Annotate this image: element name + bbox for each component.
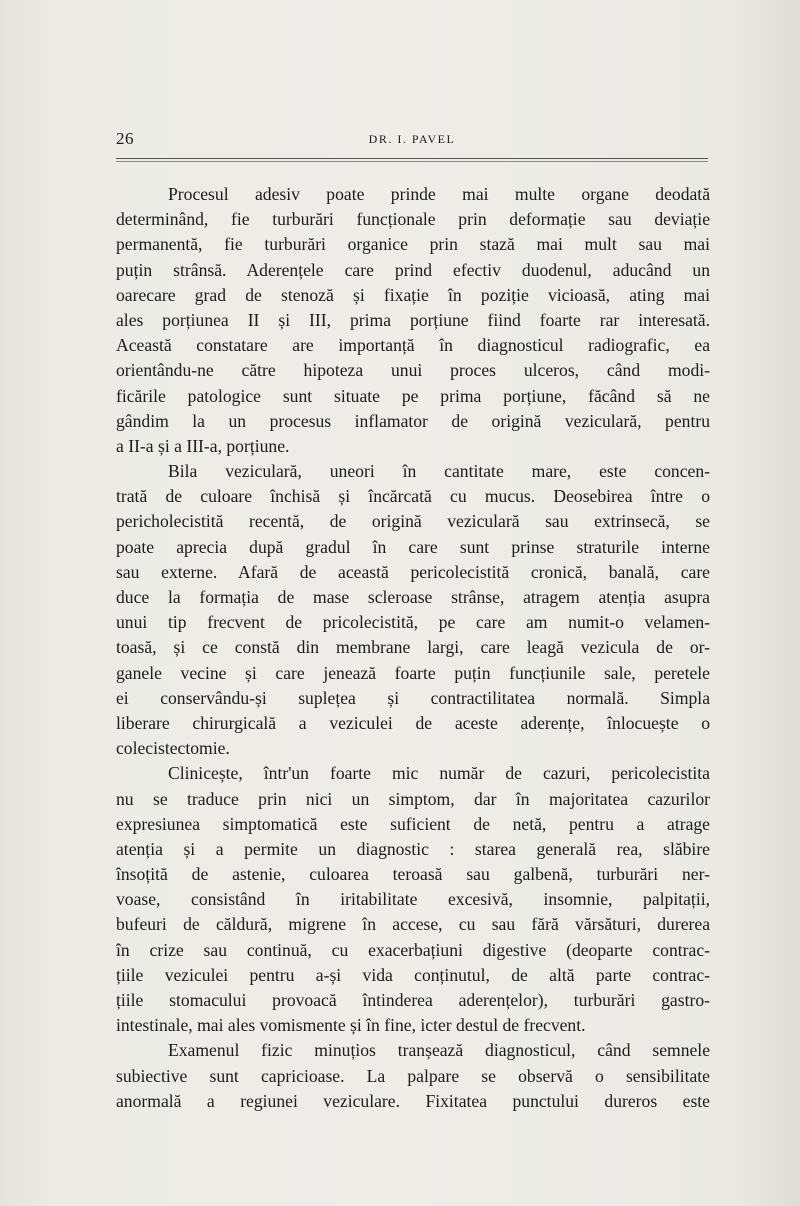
text-line: ganele vecine și care jenează foarte puțin funcțiunile sale, peretele xyxy=(116,662,710,683)
text-line: poate aprecia după gradul în care sunt prinse straturile interne xyxy=(116,536,710,557)
text-line: anormală a regiunei veziculare. Fixitatea punctului dureros este xyxy=(116,1090,710,1111)
text-line: atenția și a permite un diagnostic : starea generală rea, slăbire xyxy=(116,838,710,859)
text-line: liberare chirurgicală a veziculei de aceste aderențe, înlocuește o xyxy=(116,712,710,733)
text-line: intestinale, mai ales vomismente și în fine, icter destul de frecvent. xyxy=(116,1015,586,1036)
text-line: gândim la un procesus inflamator de origină veziculară, pentru xyxy=(116,410,710,431)
text-line: puțin strânsă. Aderențele care prind efectiv duodenul, aducând un xyxy=(116,259,710,280)
text-line: Această constatare are importanță în diagnosticul radiografic, ea xyxy=(116,335,710,356)
page-number: 26 xyxy=(116,129,134,148)
text-line: expresiunea simptomatică este suficient de netă, pentru a atrage xyxy=(116,813,710,834)
text-line: colecistectomie. xyxy=(116,738,230,759)
running-head xyxy=(116,129,708,153)
text-line: duce la formația de mase scleroase strânse, atragem atenția asupra xyxy=(116,587,710,607)
header-rule-secondary xyxy=(116,161,708,162)
text-line: oarecare grad de stenoză și fixație în poziție vicioasă, ating mai xyxy=(116,284,710,305)
text-line: Examenul fizic minuțios tranșează diagnosticul, când semnele xyxy=(168,1040,710,1061)
text-line: însoțită de astenie, culoarea teroasă sau galbenă, turburări ner- xyxy=(116,864,710,885)
text-line: voase, consistând în iritabilitate excesivă, insomnie, palpitații, xyxy=(116,889,710,910)
running-head-author: DR. I. PAVEL xyxy=(368,132,456,146)
text-line: toasă, și ce constă din membrane largi, care leagă vezicula de or- xyxy=(116,637,710,658)
text-line: a II-a și a III-a, porțiune. xyxy=(116,435,290,456)
header-rule xyxy=(116,158,708,159)
text-line: ficările patologice sunt situate pe prima porțiune, făcând să ne xyxy=(116,385,710,406)
text-line: subiective sunt capricioase. La palpare se observă o sensibilitate xyxy=(116,1065,710,1086)
text-line: nu se traduce prin nici un simptom, dar în majoritatea cazurilor xyxy=(116,788,710,809)
text-line: țiile veziculei pentru a-și vida conținutul, de altă parte contrac- xyxy=(116,964,710,985)
body-text xyxy=(116,182,710,1114)
text-line: orientându-ne către hipoteza unui proces ulceros, când modi- xyxy=(116,360,710,381)
text-line: Clinicește, într'un foarte mic număr de cazuri, pericolecistita xyxy=(168,763,710,784)
text-line: sau externe. Afară de această pericolecistită cronică, banală, care xyxy=(116,561,710,582)
text-line: ei conservându-și suplețea și contractilitatea normală. Simpla xyxy=(116,687,710,708)
text-line: în crize sau continuă, cu exacerbațiuni digestive (deoparte contrac- xyxy=(116,939,710,960)
text-line: permanentă, fie turburări organice prin stază mai mult sau mai xyxy=(116,234,710,255)
text-line: trată de culoare închisă și încărcată cu mucus. Deosebirea între o xyxy=(116,486,710,507)
text-line: Bila veziculară, uneori în cantitate mare, este concen- xyxy=(168,461,710,482)
text-line: unui tip frecvent de pricolecistită, pe care am numit-o velamen- xyxy=(116,612,710,633)
text-line: bufeuri de căldură, migrene în accese, cu sau fără vărsături, durerea xyxy=(116,914,710,935)
text-line: Procesul adesiv poate prinde mai multe organe deodată xyxy=(168,184,710,204)
text-line: ales porțiunea II și III, prima porțiune fiind foarte rar interesată. xyxy=(116,309,710,330)
text-line: pericholecistită recentă, de origină veziculară sau extrinsecă, se xyxy=(116,511,710,532)
text-line: țiile stomacului provoacă întinderea aderențelor), turburări gastro- xyxy=(116,990,710,1010)
text-line: determinând, fie turburări funcționale prin deformație sau deviație xyxy=(116,209,710,230)
